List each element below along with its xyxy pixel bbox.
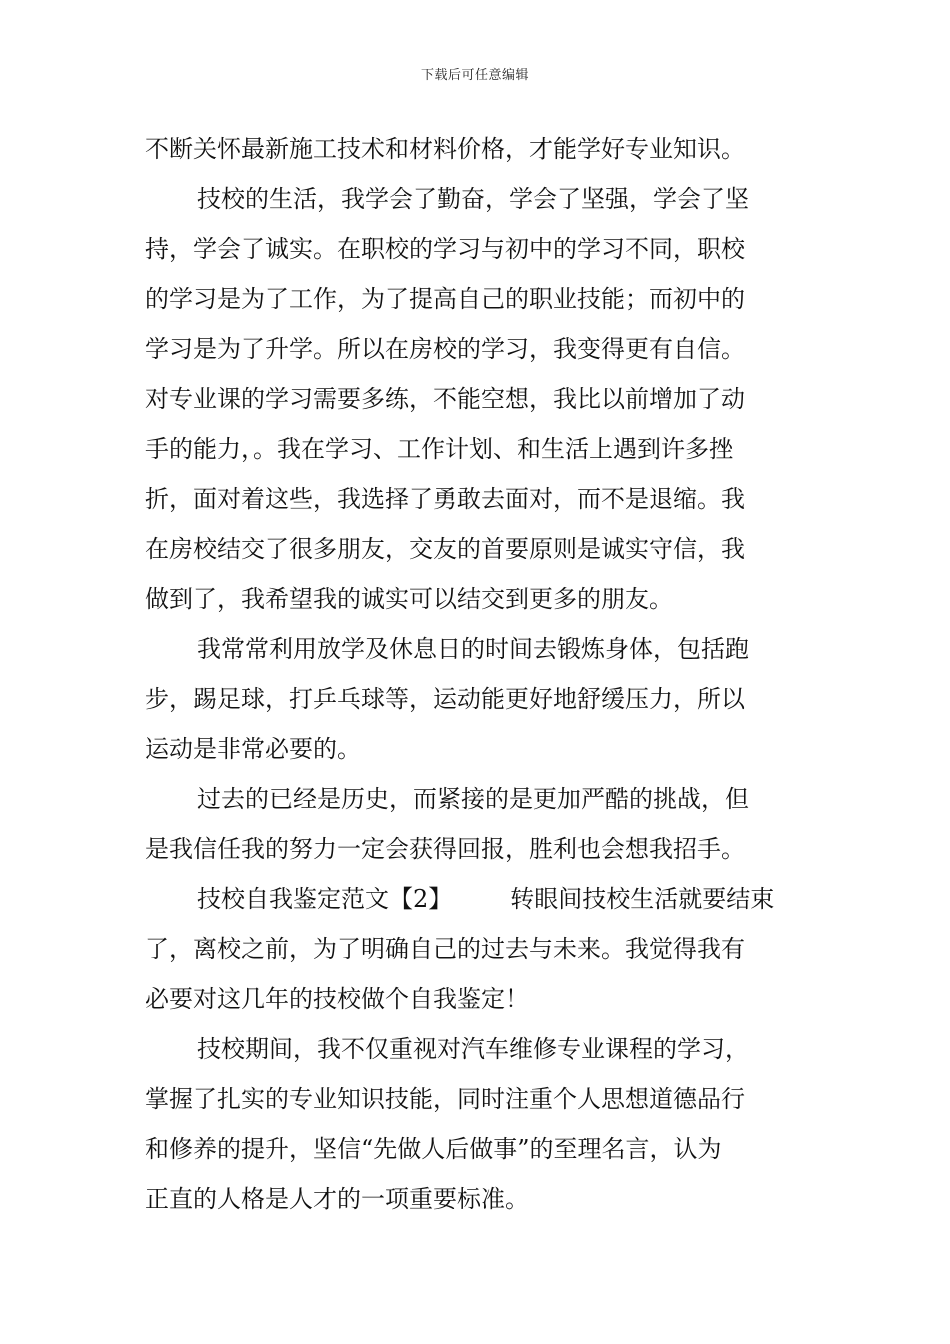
text-line: 技校的生活，我学会了勤奋，学会了坚强，学会了坚 — [197, 185, 749, 213]
text-line: 必要对这几年的技校做个自我鉴定！ — [145, 985, 529, 1013]
section-title-tail: 转眼间技校生活就要结束 — [510, 885, 775, 913]
section-title: 技校自我鉴定范文【2】 — [197, 885, 453, 913]
paragraph-1 — [145, 124, 807, 174]
paragraph-5 — [145, 874, 807, 1024]
text-line: 是我信任我的努力一定会获得回报，胜利也会想我招手。 — [145, 835, 745, 863]
paragraph-6 — [145, 1024, 807, 1224]
text-line: 学习是为了升学。所以在房校的学习，我变得更有自信。 — [145, 335, 745, 363]
text-line: 了，离校之前，为了明确自己的过去与未来。我觉得我有 — [145, 935, 745, 963]
document-body — [145, 124, 807, 1224]
text-line: 折，面对着这些，我选择了勇敢去面对，而不是退缩。我 — [145, 485, 745, 513]
text-line: 步，踢足球，打乒乓球等，运动能更好地舒缓压力，所以 — [145, 685, 745, 713]
text-line: 掌握了扎实的专业知识技能，同时注重个人思想道德品行 — [145, 1085, 745, 1113]
paragraph-2 — [145, 174, 807, 624]
text-line: 我常常利用放学及休息日的时间去锻炼身体，包括跑 — [197, 635, 749, 663]
text-line: 运动是非常必要的。 — [145, 735, 361, 763]
text-line: 做到了，我希望我的诚实可以结交到更多的朋友。 — [145, 585, 673, 613]
text-line: 持，学会了诚实。在职校的学习与初中的学习不同，职校 — [145, 235, 745, 263]
text-line: 技校期间，我不仅重视对汽车维修专业课程的学习， — [197, 1035, 749, 1063]
paragraph-3 — [145, 624, 807, 774]
text-line: 和修养的提升，坚信“先做人后做事”的至理名言，认为 — [145, 1135, 722, 1163]
paragraph-4 — [145, 774, 807, 874]
text-line: 的学习是为了工作，为了提高自己的职业技能；而初中的 — [145, 285, 745, 313]
page-header: 下载后可任意编辑 — [420, 68, 529, 83]
text-line: 不断关怀最新施工技术和材料价格，才能学好专业知识。 — [145, 135, 745, 163]
text-line: 手的能力，。我在学习、工作计划、和生活上遇到许多挫 — [145, 435, 733, 463]
text-line: 在房校结交了很多朋友，交友的首要原则是诚实守信，我 — [145, 535, 745, 563]
text-line: 正直的人格是人才的一项重要标准。 — [145, 1185, 529, 1213]
text-line: 对专业课的学习需要多练，不能空想，我比以前增加了动 — [145, 385, 745, 413]
section-title-line — [145, 874, 807, 924]
text-line: 过去的已经是历史，而紧接的是更加严酷的挑战，但 — [197, 785, 749, 813]
